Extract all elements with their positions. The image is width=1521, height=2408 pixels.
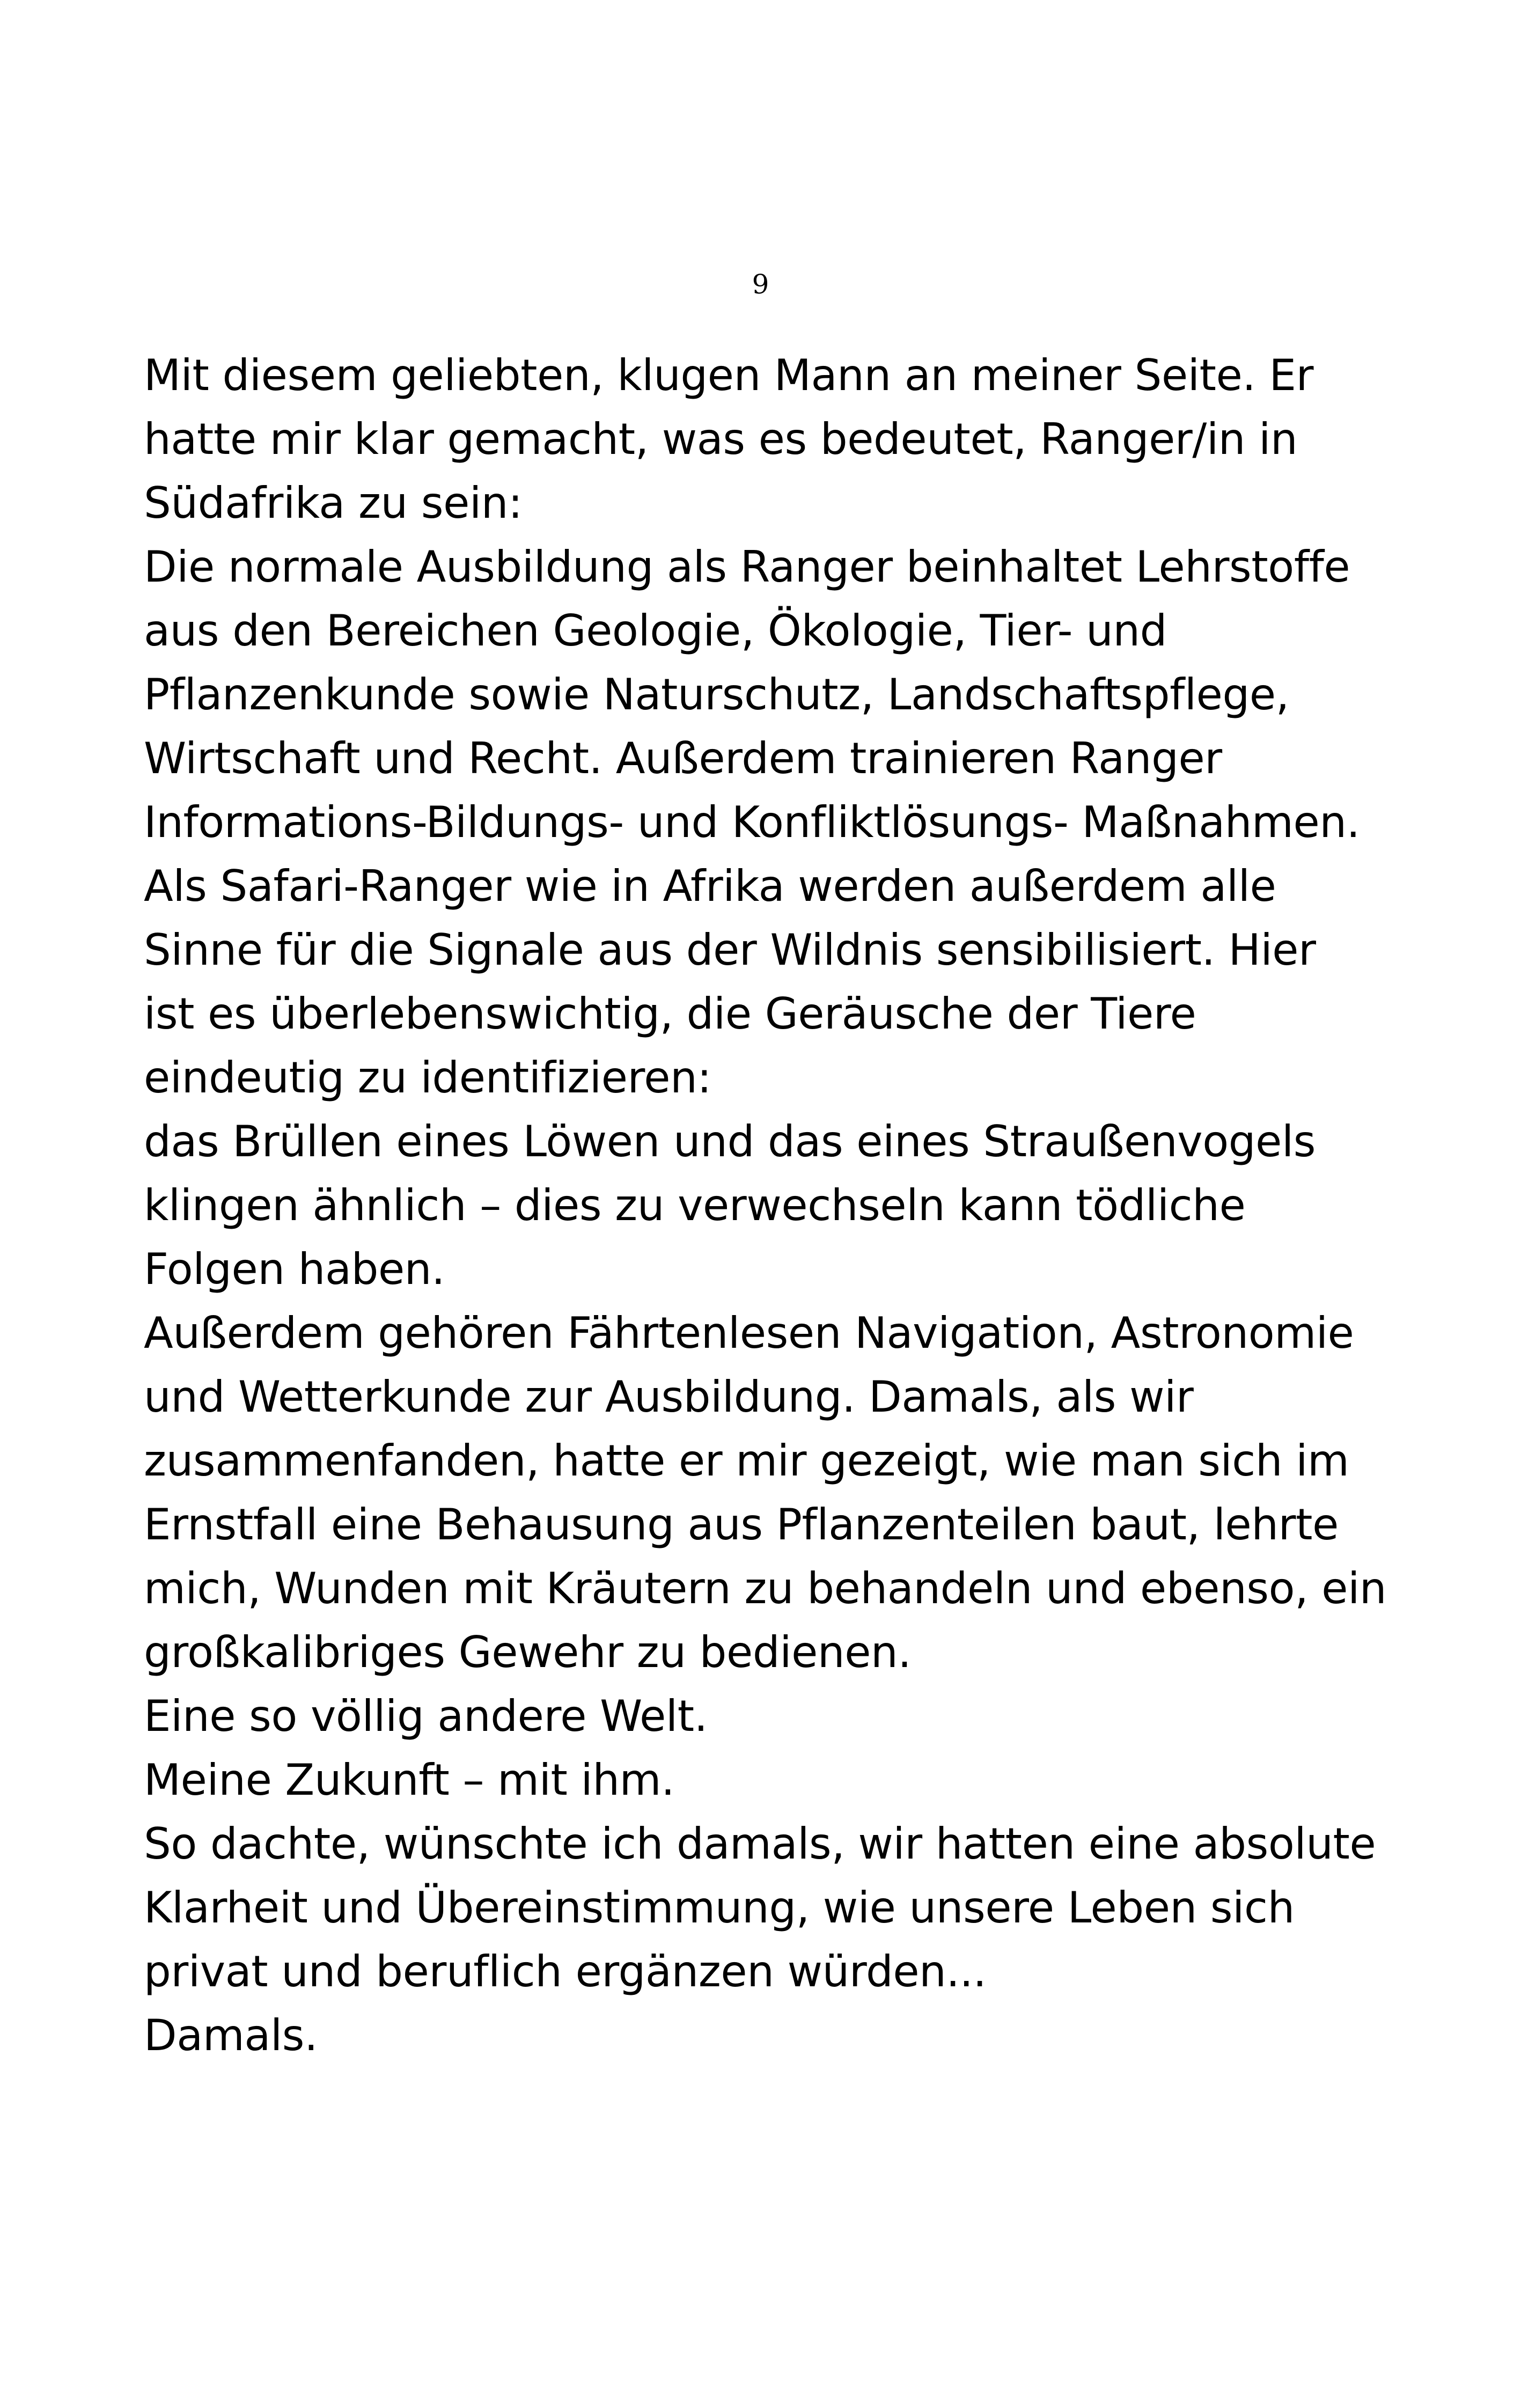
- text-line: Damals.: [144, 2010, 318, 2060]
- text-line: Pflanzenkunde sowie Naturschutz, Landschaftspflege,: [144, 670, 1289, 720]
- text-line: Klarheit und Übereinstimmung, wie unsere Leben sich: [144, 1883, 1295, 1933]
- text-line: privat und beruflich ergänzen würden...: [144, 1947, 987, 1996]
- text-line: das Brüllen eines Löwen und das eines Straußenvogels: [144, 1117, 1316, 1166]
- text-line: Ernstfall eine Behausung aus Pflanzenteilen baut, lehrte: [144, 1500, 1339, 1550]
- text-line: Südafrika zu sein:: [144, 478, 523, 528]
- text-line: aus den Bereichen Geologie, Ökologie, Tier- und: [144, 606, 1167, 656]
- body-text: [144, 343, 1388, 2067]
- text-line: Als Safari-Ranger wie in Afrika werden außerdem alle: [144, 861, 1276, 911]
- text-line: klingen ähnlich – dies zu verwechseln kann tödliche: [144, 1180, 1246, 1230]
- text-line: mich, Wunden mit Kräutern zu behandeln und ebenso, ein: [144, 1563, 1387, 1613]
- text-line: Meine Zukunft – mit ihm.: [144, 1755, 675, 1805]
- text-line: eindeutig zu identifizieren:: [144, 1053, 711, 1103]
- text-line: zusammenfanden, hatte er mir gezeigt, wie man sich im: [144, 1436, 1349, 1486]
- text-line: Sinne für die Signale aus der Wildnis sensibilisiert. Hier: [144, 925, 1316, 975]
- text-line: großkalibriges Gewehr zu bedienen.: [144, 1627, 912, 1677]
- text-line: Informations-Bildungs- und Konfliktlösungs- Maßnahmen.: [144, 797, 1360, 847]
- text-line: Eine so völlig andere Welt.: [144, 1691, 708, 1741]
- text-line: Außerdem gehören Fährtenlesen Navigation, Astronomie: [144, 1308, 1354, 1358]
- page-number: 9: [752, 269, 769, 300]
- text-line: Folgen haben.: [144, 1244, 445, 1294]
- text-line: hatte mir klar gemacht, was es bedeutet, Ranger/in in: [144, 414, 1298, 464]
- text-line: und Wetterkunde zur Ausbildung. Damals, als wir: [144, 1372, 1194, 1422]
- text-line: ist es überlebenswichtig, die Geräusche der Tiere: [144, 989, 1196, 1039]
- text-line: So dachte, wünschte ich damals, wir hatten eine absolute: [144, 1819, 1376, 1869]
- text-line: Die normale Ausbildung als Ranger beinhaltet Lehrstoffe: [144, 542, 1350, 592]
- text-line: Mit diesem geliebten, klugen Mann an meiner Seite. Er: [144, 350, 1314, 400]
- text-line: Wirtschaft und Recht. Außerdem trainieren Ranger: [144, 733, 1222, 783]
